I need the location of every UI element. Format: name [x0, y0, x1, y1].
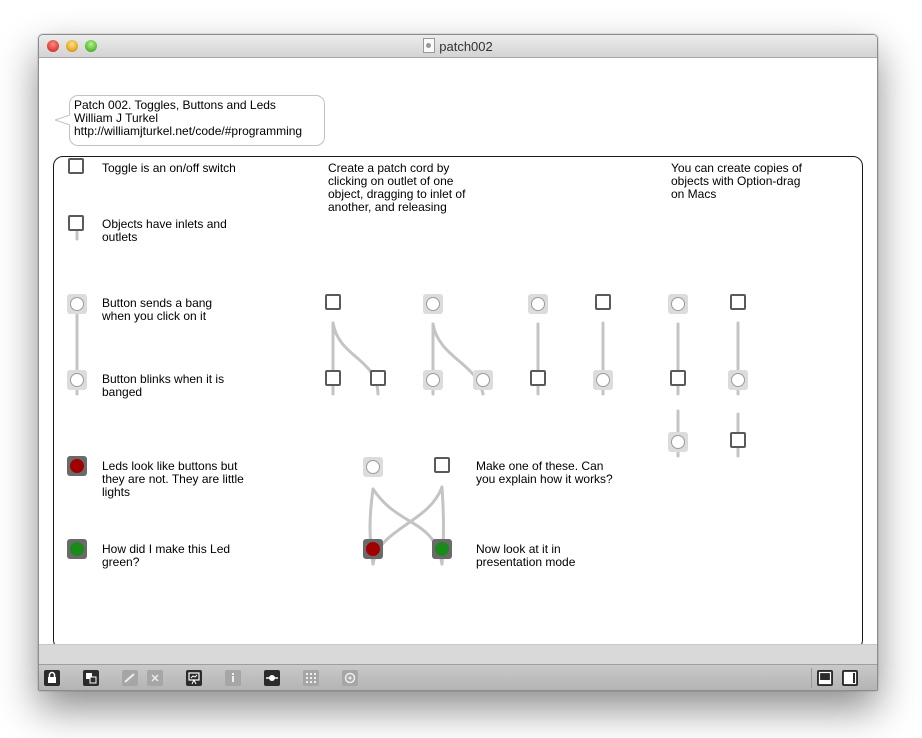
comment-leds[interactable]: Leds look like buttons but they are not. They are little lights [102, 459, 244, 499]
info-icon[interactable] [225, 670, 241, 686]
button-fan-left[interactable] [423, 370, 443, 390]
paint-icon[interactable] [122, 670, 138, 686]
grid-icon[interactable] [303, 670, 319, 686]
title-bar[interactable] [39, 35, 877, 58]
led-red-light [70, 459, 84, 473]
presentation-icon[interactable] [186, 670, 202, 686]
connect-icon[interactable] [264, 670, 280, 686]
comment-presentation[interactable]: Now look at it in presentation mode [476, 542, 576, 569]
document-icon [423, 38, 435, 53]
button-chain2-middle[interactable] [728, 370, 748, 390]
comment-patchcord[interactable]: Create a patch cord by clicking on outlet of one object, dragging to inlet of another, and releasing [328, 161, 466, 214]
button-blink[interactable] [67, 370, 87, 390]
led-green[interactable] [67, 539, 87, 559]
window-title: patch002 [439, 39, 493, 54]
toggle-cross[interactable] [434, 457, 450, 473]
led-cross-red-light [366, 542, 380, 556]
patcher-window [38, 34, 878, 691]
button-to-toggle-source[interactable] [528, 294, 548, 314]
button-from-toggle[interactable] [593, 370, 613, 390]
status-strip [39, 644, 877, 665]
patcher-canvas[interactable] [39, 58, 877, 644]
toggle-chain-middle[interactable] [670, 370, 686, 386]
button-fan-source[interactable] [423, 294, 443, 314]
window-title-group [39, 38, 877, 54]
split-view-icon[interactable] [817, 670, 833, 686]
led-red[interactable] [67, 456, 87, 476]
toggle-inlets[interactable] [68, 215, 84, 231]
toggle-chain2-bottom[interactable] [730, 432, 746, 448]
toggle-fan-source[interactable] [325, 294, 341, 310]
led-cross-red[interactable] [363, 539, 383, 559]
toggle-intro[interactable] [68, 158, 84, 174]
led-cross-green[interactable] [432, 539, 452, 559]
snapshot-icon[interactable] [342, 670, 358, 686]
button-chain-top[interactable] [668, 294, 688, 314]
patcher-toolbar [39, 664, 877, 691]
comment-bang[interactable]: Button sends a bang when you click on it [102, 296, 213, 323]
header-comment[interactable]: Patch 002. Toggles, Buttons and Leds William J Turkel http://williamjturkel.net/code/#programming [74, 98, 303, 138]
comment-inlets[interactable]: Objects have inlets and outlets [102, 217, 227, 244]
toolbar-separator [811, 668, 812, 688]
toggle-chain2-top[interactable] [730, 294, 746, 310]
button-fan-right[interactable] [473, 370, 493, 390]
lock-icon[interactable] [44, 670, 60, 686]
new-object-icon[interactable] [83, 670, 99, 686]
led-cross-green-light [435, 542, 449, 556]
clear-icon[interactable] [147, 670, 163, 686]
sidebar-icon[interactable] [842, 670, 858, 686]
toggle-fan-left[interactable] [325, 370, 341, 386]
toggle-to-button-source[interactable] [595, 294, 611, 310]
comment-blinks[interactable]: Button blinks when it is banged [102, 372, 225, 399]
comment-makeone[interactable]: Make one of these. Can you explain how it works? [476, 459, 613, 486]
toggle-fan-right[interactable] [370, 370, 386, 386]
comment-green[interactable]: How did I make this Led green? [102, 542, 231, 569]
toggle-from-button[interactable] [530, 370, 546, 386]
led-green-light [70, 542, 84, 556]
button-cross[interactable] [363, 457, 383, 477]
comment-copies[interactable]: You can create copies of objects with Option-drag on Macs [671, 161, 802, 201]
comment-toggle[interactable]: Toggle is an on/off switch [102, 161, 236, 175]
button-bang[interactable] [67, 294, 87, 314]
button-chain-bottom[interactable] [668, 432, 688, 452]
